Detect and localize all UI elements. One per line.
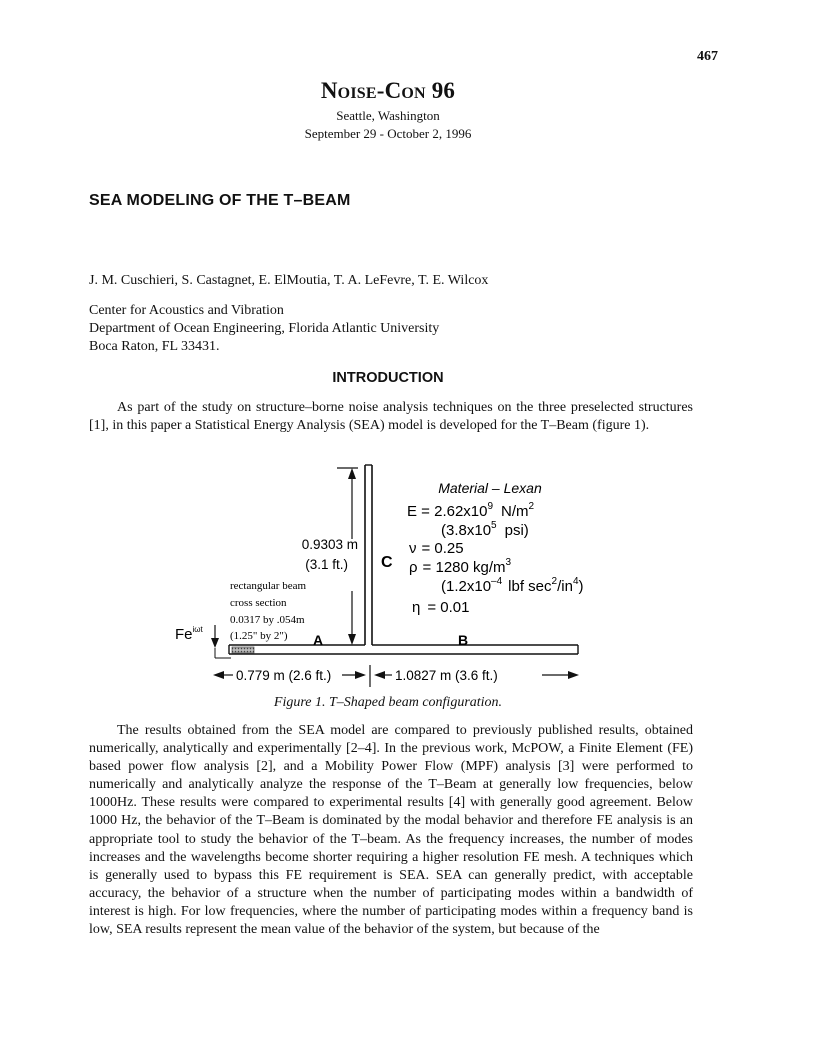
authors: J. M. Cuschieri, S. Castagnet, E. ElMoutia, T. A. LeFevre, T. E. Wilcox <box>89 273 489 288</box>
vertical-dim-arrow-up <box>348 468 356 479</box>
page-number: 467 <box>697 49 718 64</box>
t-beam-figure <box>0 455 816 695</box>
vertical-length-m: 0.9303 m <box>301 537 358 552</box>
poisson-line: ν = 0.25 <box>409 540 464 557</box>
vertical-length-ft: (3.1 ft.) <box>305 557 348 572</box>
conference-title: Noise-Con 96 <box>320 78 456 103</box>
introduction-paragraph-2 <box>89 722 693 939</box>
modulus-psi-line: ($3.8x10^5$ psi) <box>441 520 529 539</box>
dim-center-arrow-left <box>355 671 366 679</box>
force-label: $Fe^{i\omega t}$ <box>175 625 203 643</box>
dim-right-label: 1.0827 m (3.6 ft.) <box>395 668 498 683</box>
paper-title: SEA MODELING OF THE T–BEAM <box>89 192 351 209</box>
label-a: A <box>313 632 324 648</box>
figure-caption: Figure 1. T–Shaped beam configuration. <box>273 695 503 710</box>
loss-factor-line: η = 0.01 <box>412 599 470 616</box>
density-imperial-line: ($1.2x10^{-4}$ lbf $\sec^2/in^4$) <box>441 576 584 595</box>
density-line: ρ = 1280 $kg/m^3$ <box>409 557 512 576</box>
modulus-line: $E = 2.62x10^9$ $N/m^2$ <box>407 501 535 520</box>
excitation-patch <box>232 647 254 653</box>
affiliation-line-2: Department of Ocean Engineering, Florida Atlantic University <box>89 321 440 336</box>
material-title: Material – Lexan <box>438 480 542 496</box>
dim-right-arrow <box>568 671 579 679</box>
cross-section-line-4: (1.25" by 2") <box>230 630 288 642</box>
conference-dates: September 29 - October 2, 1996 <box>304 126 472 141</box>
introduction-heading: INTRODUCTION <box>332 370 444 386</box>
cross-section-line-2: cross section <box>230 597 287 609</box>
cross-section-line-3: 0.0317 by .054m <box>230 614 305 626</box>
conference-location: Seattle, Washington <box>336 108 440 123</box>
affiliation-line-3: Boca Raton, FL 33431. <box>89 339 220 354</box>
vertical-dim-arrow-down <box>348 634 356 645</box>
force-arrow-head <box>211 638 219 648</box>
cross-section-line-1: rectangular beam <box>230 580 307 592</box>
dim-left-label: 0.779 m (2.6 ft.) <box>236 668 332 683</box>
affiliation-line-1: Center for Acoustics and Vibration <box>89 303 284 318</box>
label-b: B <box>458 632 469 648</box>
introduction-paragraph-1 <box>89 399 693 435</box>
label-c: C <box>381 554 393 571</box>
dim-center-arrow-right <box>374 671 385 679</box>
dim-left-arrow <box>213 671 224 679</box>
paragraph-text: As part of the study on structure–borne noise analysis techniques on the three preselected structures [1], in this paper a Statistical Energy Analysis (SEA) model is developed for the T–Beam (figure 1). <box>89 400 693 434</box>
paragraph-text: The results obtained from the SEA model are compared to previously published results, obtained numerically, analytically and experimentally [2–4]. In the previous work, McPOW, a Finite Element (FE) based power flow analysis [2], and a Mobility Power Flow (MPF) analysis [3] were performed to numerically and analytically analyze the response of the T–Beam at generally low frequencies, below 1000Hz. These results were compared to experimental results [4] with generally good agreement. Below 1000 Hz, the behavior of the T–Beam is dominated by the modal behavior and therefore FE analysis is an appropriate tool to study the behavior of the T–beam. As the frequency increases, the number of modes increases and the wavelengths become shorter requiring a higher resolution FE mesh. A techniques which is generally used to bypass this FE requirement is SEA. SEA can generally predict, with acceptable accuracy, the behavior of a structure when the number of participating modes within a bandwidth of interest is high. For low frequencies, where the number of participating modes within a frequency band is low, SEA results represent the mean value of the behavior of the system, but because of the <box>89 723 693 938</box>
